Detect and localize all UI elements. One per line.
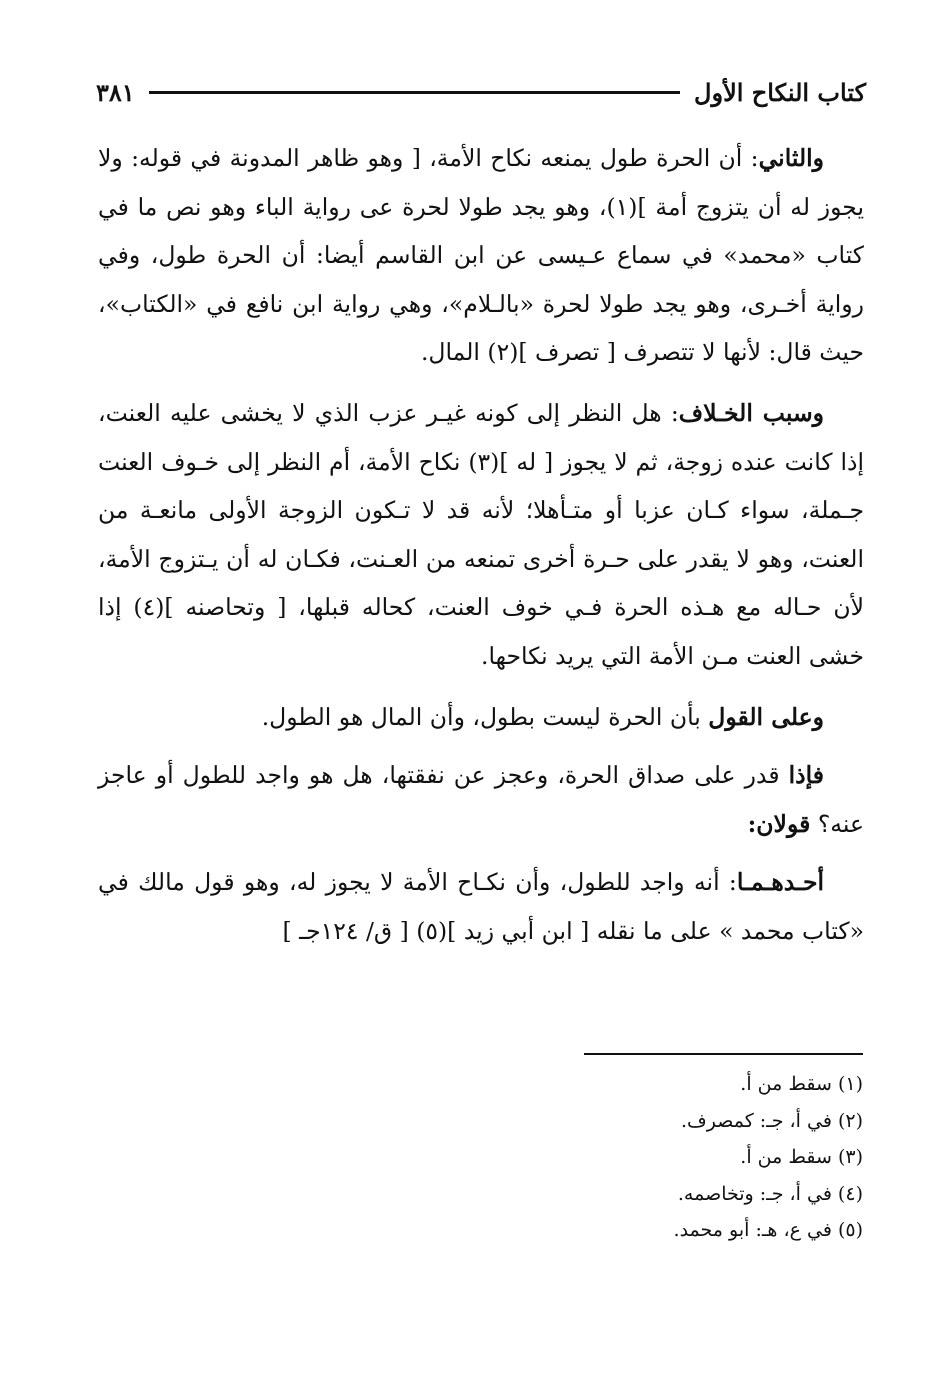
paragraph-text: : هل النظر إلى كونه غيـر عزب الذي لا يخشى عليه العنت، إذا كانت عنده زوجة، ثم لا يجوز [ له ](٣) نكاح الأمة، أم النظر إلى خـوف العنت جـملة، سواء كـان عزبا أو متـأهلا؛ لأنه قد لا تـكون الزوجة الأولى مانعـة من العنت، وهو لا يقدر على حـرة أخرى تمنعه من العـنت، فكـان له أن يـتزوج الأمة، لأن حـاله مع هـذه الحرة فـي خوف العنت، كحاله قبلها، [ وتحاصنه ](٤) إذا خشى العنت مـن الأمة التي يريد نكاحها. (98, 398, 864, 670)
paragraph-lead: وسبب الخـلاف (678, 398, 824, 427)
paragraph-on-the-opinion (98, 693, 864, 742)
footnote-item: (٤) في أ، جـ: وتخاصمه. (677, 1182, 863, 1205)
main-text (98, 134, 864, 968)
footnote-rule (584, 1053, 863, 1055)
header-rule (149, 91, 680, 94)
paragraph-if-able (98, 751, 864, 848)
paragraph-text: بأن الحرة ليست بطول، وأن المال هو الطول. (261, 702, 709, 731)
footnote-item: (٢) في أ، جـ: كمصرف. (681, 1109, 863, 1132)
footnote-item: (٣) سقط من أ. (740, 1146, 863, 1168)
page-number: ٣٨١ (96, 77, 135, 107)
running-title: كتاب النكاح الأول (694, 77, 866, 107)
footnote-item: (٥) في ع، هـ: أبو محمد. (673, 1219, 863, 1241)
paragraph-text: : أنه واجد للطول، وأن نكـاح الأمة لا يجوز له، وهو قول مالك في «كتاب محمد » على ما نقله [ ابن أبي زيد ](٥) [ ق/ ١٢٤جـ ] (98, 868, 864, 945)
paragraph-first-of-two (98, 858, 864, 955)
running-header (96, 72, 866, 112)
paragraph-reason-of-dispute (98, 389, 864, 681)
paragraph-lead: أحـدهـمـا (736, 868, 824, 897)
footnotes (400, 1066, 863, 1249)
paragraph-text: : أن الحرة طول يمنعه نكاح الأمة، [ وهو ظاهر المدونة في قوله: ولا يجوز له أن يتزوج أمة ](١)، وهو يجد طولا لحرة عى رواية الباء وهو نص ما في كتاب «محمد» في سماع عـيسى عن ابن القاسم أيضا: أن الحرة طول، وفي رواية أخـرى، وهو يجد طولا لحرة «بالـلام»، وهي رواية ابن نافع في «الكتاب»، حيث قال: لأنها لا تتصرف [ تصرف ](٢) المال. (98, 144, 864, 367)
paragraph-tail: قولان: (747, 809, 811, 838)
footnote-item: (١) سقط من أ. (740, 1073, 863, 1095)
paragraph-lead: وعلى القول (708, 702, 824, 731)
paragraph-lead: والثاني (758, 144, 824, 172)
paragraph-second-opinion (98, 134, 864, 377)
paragraph-lead: فإذا (788, 761, 824, 790)
paragraph-text: قدر على صداق الحرة، وعجز عن نفقتها، هل هو واجد للطول أو عاجز عنه؟ (98, 761, 864, 838)
